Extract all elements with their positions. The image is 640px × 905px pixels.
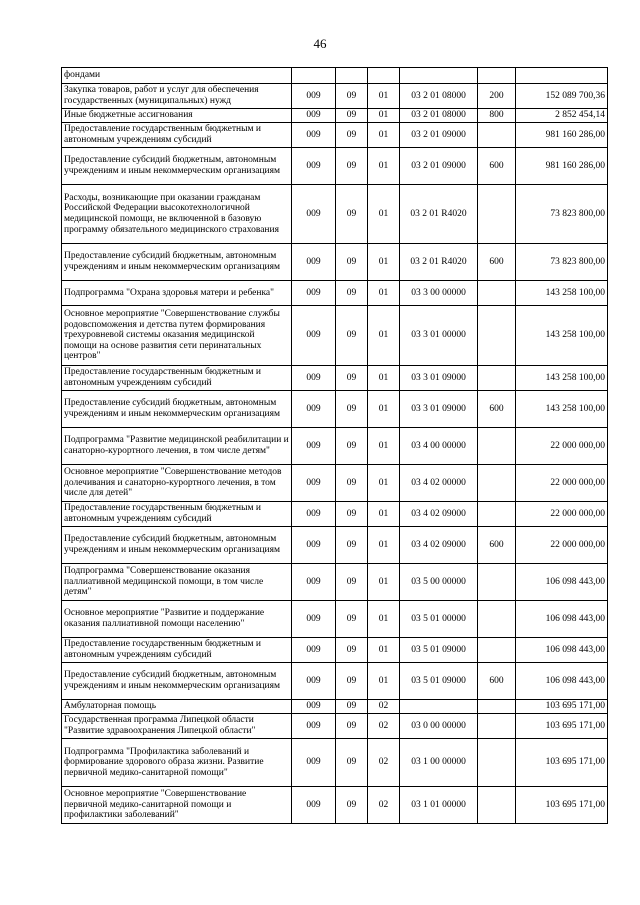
cell-sum: 22 000 000,00 — [516, 502, 608, 527]
cell-sec — [336, 68, 368, 84]
cell-gr: 009 — [292, 391, 336, 428]
table-row — [62, 306, 608, 366]
cell-name: Основное мероприятие "Развитие и поддержание оказания паллиативной помощи населению" — [62, 601, 292, 638]
cell-sec: 09 — [336, 391, 368, 428]
cell-gr: 009 — [292, 787, 336, 824]
table-row — [62, 366, 608, 391]
cell-csr: 03 5 01 00000 — [400, 601, 478, 638]
cell-sum: 152 089 700,36 — [516, 84, 608, 109]
table-row — [62, 391, 608, 428]
cell-sec: 09 — [336, 739, 368, 787]
cell-name: Государственная программа Липецкой области "Развитие здравоохранения Липецкой области" — [62, 714, 292, 739]
table-row — [62, 109, 608, 123]
cell-sub: 01 — [368, 465, 400, 502]
cell-sec: 09 — [336, 638, 368, 663]
cell-sub: 02 — [368, 787, 400, 824]
cell-name: Подпрограмма "Охрана здоровья матери и ребенка" — [62, 281, 292, 306]
cell-sum: 22 000 000,00 — [516, 527, 608, 564]
cell-sub: 01 — [368, 109, 400, 123]
cell-csr: 03 3 01 00000 — [400, 306, 478, 366]
cell-gr: 009 — [292, 502, 336, 527]
cell-vr: 600 — [478, 527, 516, 564]
cell-gr: 009 — [292, 109, 336, 123]
cell-gr: 009 — [292, 185, 336, 244]
cell-csr: 03 5 01 09000 — [400, 663, 478, 700]
cell-csr — [400, 700, 478, 714]
cell-gr: 009 — [292, 123, 336, 148]
cell-gr: 009 — [292, 281, 336, 306]
table-row — [62, 502, 608, 527]
table-row — [62, 244, 608, 281]
cell-name: Предоставление субсидий бюджетным, автономным учреждениям и иным некоммерческим организациям — [62, 391, 292, 428]
cell-gr: 009 — [292, 306, 336, 366]
cell-csr — [400, 68, 478, 84]
cell-sum: 143 258 100,00 — [516, 281, 608, 306]
cell-vr — [478, 638, 516, 663]
table-row — [62, 564, 608, 601]
cell-sec: 09 — [336, 109, 368, 123]
cell-gr — [292, 68, 336, 84]
budget-table-body — [62, 68, 608, 824]
cell-name: Основное мероприятие "Совершенствование службы родовспоможения и детства путем формирования трехуровневой системы оказания медицинской помощи на основе развития сети перинатальных центров" — [62, 306, 292, 366]
table-row — [62, 465, 608, 502]
cell-gr: 009 — [292, 739, 336, 787]
cell-vr — [478, 502, 516, 527]
cell-sec: 09 — [336, 601, 368, 638]
cell-gr: 009 — [292, 601, 336, 638]
cell-gr: 009 — [292, 714, 336, 739]
table-row — [62, 84, 608, 109]
cell-csr: 03 2 01 09000 — [400, 123, 478, 148]
table-row — [62, 527, 608, 564]
cell-csr: 03 2 01 09000 — [400, 148, 478, 185]
cell-gr: 009 — [292, 428, 336, 465]
table-row — [62, 663, 608, 700]
cell-sec: 09 — [336, 185, 368, 244]
table-row — [62, 739, 608, 787]
cell-sub: 01 — [368, 306, 400, 366]
cell-vr — [478, 428, 516, 465]
cell-csr: 03 2 01 08000 — [400, 109, 478, 123]
cell-vr — [478, 787, 516, 824]
table-row — [62, 601, 608, 638]
cell-vr: 800 — [478, 109, 516, 123]
cell-csr: 03 0 00 00000 — [400, 714, 478, 739]
table-row — [62, 787, 608, 824]
cell-sub: 01 — [368, 428, 400, 465]
cell-vr — [478, 739, 516, 787]
cell-sec: 09 — [336, 148, 368, 185]
cell-sub: 01 — [368, 148, 400, 185]
cell-gr: 009 — [292, 564, 336, 601]
cell-sum: 106 098 443,00 — [516, 601, 608, 638]
cell-sub: 01 — [368, 84, 400, 109]
cell-sum: 143 258 100,00 — [516, 366, 608, 391]
budget-table — [61, 67, 608, 824]
cell-name: Иные бюджетные ассигнования — [62, 109, 292, 123]
cell-sec: 09 — [336, 564, 368, 601]
cell-name: Предоставление субсидий бюджетным, автономным учреждениям и иным некоммерческим организациям — [62, 148, 292, 185]
cell-sec: 09 — [336, 527, 368, 564]
cell-vr — [478, 281, 516, 306]
cell-sub: 01 — [368, 123, 400, 148]
cell-sec: 09 — [336, 787, 368, 824]
cell-sum: 143 258 100,00 — [516, 391, 608, 428]
page-number: 46 — [313, 36, 327, 51]
cell-vr — [478, 564, 516, 601]
cell-vr — [478, 123, 516, 148]
cell-vr: 600 — [478, 148, 516, 185]
cell-csr: 03 1 01 00000 — [400, 787, 478, 824]
cell-sub: 01 — [368, 366, 400, 391]
cell-sub — [368, 68, 400, 84]
cell-name: Предоставление субсидий бюджетным, автономным учреждениям и иным некоммерческим организациям — [62, 663, 292, 700]
table-row — [62, 428, 608, 465]
cell-sec: 09 — [336, 465, 368, 502]
cell-sum: 106 098 443,00 — [516, 663, 608, 700]
cell-sub: 01 — [368, 281, 400, 306]
cell-vr — [478, 306, 516, 366]
cell-name: Предоставление субсидий бюджетным, автономным учреждениям и иным некоммерческим организациям — [62, 244, 292, 281]
cell-sub: 02 — [368, 739, 400, 787]
cell-vr: 600 — [478, 663, 516, 700]
cell-sum: 981 160 286,00 — [516, 123, 608, 148]
cell-sum: 2 852 454,14 — [516, 109, 608, 123]
cell-csr: 03 5 01 09000 — [400, 638, 478, 663]
table-row — [62, 68, 608, 84]
cell-vr — [478, 185, 516, 244]
cell-sum: 73 823 800,00 — [516, 244, 608, 281]
cell-gr: 009 — [292, 700, 336, 714]
cell-sec: 09 — [336, 244, 368, 281]
cell-gr: 009 — [292, 663, 336, 700]
cell-name: Предоставление субсидий бюджетным, автономным учреждениям и иным некоммерческим организациям — [62, 527, 292, 564]
cell-sec: 09 — [336, 714, 368, 739]
cell-sec: 09 — [336, 281, 368, 306]
cell-sum: 143 258 100,00 — [516, 306, 608, 366]
cell-name: Основное мероприятие "Совершенствование первичной медико-санитарной помощи и профилактики заболеваний" — [62, 787, 292, 824]
cell-sec: 09 — [336, 306, 368, 366]
table-row — [62, 700, 608, 714]
cell-gr: 009 — [292, 84, 336, 109]
cell-sec: 09 — [336, 366, 368, 391]
cell-sec: 09 — [336, 663, 368, 700]
cell-sec: 09 — [336, 123, 368, 148]
cell-vr: 600 — [478, 244, 516, 281]
cell-sub: 01 — [368, 564, 400, 601]
cell-vr: 200 — [478, 84, 516, 109]
table-row — [62, 281, 608, 306]
cell-csr: 03 4 02 09000 — [400, 527, 478, 564]
table-row — [62, 148, 608, 185]
cell-name: Подпрограмма "Совершенствование оказания паллиативной медицинской помощи, в том числе детям" — [62, 564, 292, 601]
cell-sum: 106 098 443,00 — [516, 638, 608, 663]
cell-vr — [478, 465, 516, 502]
cell-sub: 02 — [368, 714, 400, 739]
cell-csr: 03 4 02 00000 — [400, 465, 478, 502]
cell-csr: 03 3 00 00000 — [400, 281, 478, 306]
cell-vr — [478, 714, 516, 739]
cell-name: Предоставление государственным бюджетным и автономным учреждениям субсидий — [62, 502, 292, 527]
cell-csr: 03 5 00 00000 — [400, 564, 478, 601]
table-row — [62, 714, 608, 739]
cell-sub: 01 — [368, 663, 400, 700]
cell-sub: 01 — [368, 502, 400, 527]
cell-sum: 981 160 286,00 — [516, 148, 608, 185]
cell-sum: 103 695 171,00 — [516, 739, 608, 787]
cell-csr: 03 2 01 R4020 — [400, 185, 478, 244]
cell-csr: 03 3 01 09000 — [400, 391, 478, 428]
cell-sum: 103 695 171,00 — [516, 700, 608, 714]
cell-name: Подпрограмма "Развитие медицинской реабилитации и санаторно-курортного лечения, в том числе детям" — [62, 428, 292, 465]
cell-csr: 03 4 02 09000 — [400, 502, 478, 527]
cell-sub: 01 — [368, 527, 400, 564]
cell-name: фондами — [62, 68, 292, 84]
cell-name: Основное мероприятие "Совершенствование методов долечивания и санаторно-курортного лечения, в том числе для детей" — [62, 465, 292, 502]
cell-vr — [478, 366, 516, 391]
cell-name: Предоставление государственным бюджетным и автономным учреждениям субсидий — [62, 638, 292, 663]
cell-gr: 009 — [292, 638, 336, 663]
cell-name: Подпрограмма "Профилактика заболеваний и формирование здорового образа жизни. Развитие первичной медико-санитарной помощи" — [62, 739, 292, 787]
table-row — [62, 638, 608, 663]
cell-sum — [516, 68, 608, 84]
cell-name: Предоставление государственным бюджетным и автономным учреждениям субсидий — [62, 123, 292, 148]
cell-sub: 01 — [368, 244, 400, 281]
cell-gr: 009 — [292, 527, 336, 564]
cell-sub: 02 — [368, 700, 400, 714]
cell-sec: 09 — [336, 84, 368, 109]
cell-sub: 01 — [368, 601, 400, 638]
cell-name: Предоставление государственным бюджетным и автономным учреждениям субсидий — [62, 366, 292, 391]
cell-gr: 009 — [292, 465, 336, 502]
cell-vr: 600 — [478, 391, 516, 428]
cell-sum: 73 823 800,00 — [516, 185, 608, 244]
cell-csr: 03 1 00 00000 — [400, 739, 478, 787]
cell-gr: 009 — [292, 366, 336, 391]
cell-name: Закупка товаров, работ и услуг для обеспечения государственных (муниципальных) нужд — [62, 84, 292, 109]
cell-sec: 09 — [336, 700, 368, 714]
table-row — [62, 123, 608, 148]
cell-sum: 103 695 171,00 — [516, 787, 608, 824]
cell-name: Расходы, возникающие при оказании гражданам Российской Федерации высокотехнологичной медицинской помощи, не включенной в базовую программу обязательного медицинского страхования — [62, 185, 292, 244]
cell-gr: 009 — [292, 244, 336, 281]
cell-csr: 03 2 01 R4020 — [400, 244, 478, 281]
cell-name: Амбулаторная помощь — [62, 700, 292, 714]
cell-csr: 03 4 00 00000 — [400, 428, 478, 465]
cell-vr — [478, 601, 516, 638]
cell-sub: 01 — [368, 638, 400, 663]
table-row — [62, 185, 608, 244]
cell-sub: 01 — [368, 391, 400, 428]
cell-vr — [478, 68, 516, 84]
cell-csr: 03 2 01 08000 — [400, 84, 478, 109]
cell-sum: 22 000 000,00 — [516, 428, 608, 465]
cell-gr: 009 — [292, 148, 336, 185]
cell-csr: 03 3 01 09000 — [400, 366, 478, 391]
cell-sum: 22 000 000,00 — [516, 465, 608, 502]
cell-vr — [478, 700, 516, 714]
cell-sec: 09 — [336, 428, 368, 465]
cell-sub: 01 — [368, 185, 400, 244]
cell-sum: 103 695 171,00 — [516, 714, 608, 739]
cell-sec: 09 — [336, 502, 368, 527]
cell-sum: 106 098 443,00 — [516, 564, 608, 601]
